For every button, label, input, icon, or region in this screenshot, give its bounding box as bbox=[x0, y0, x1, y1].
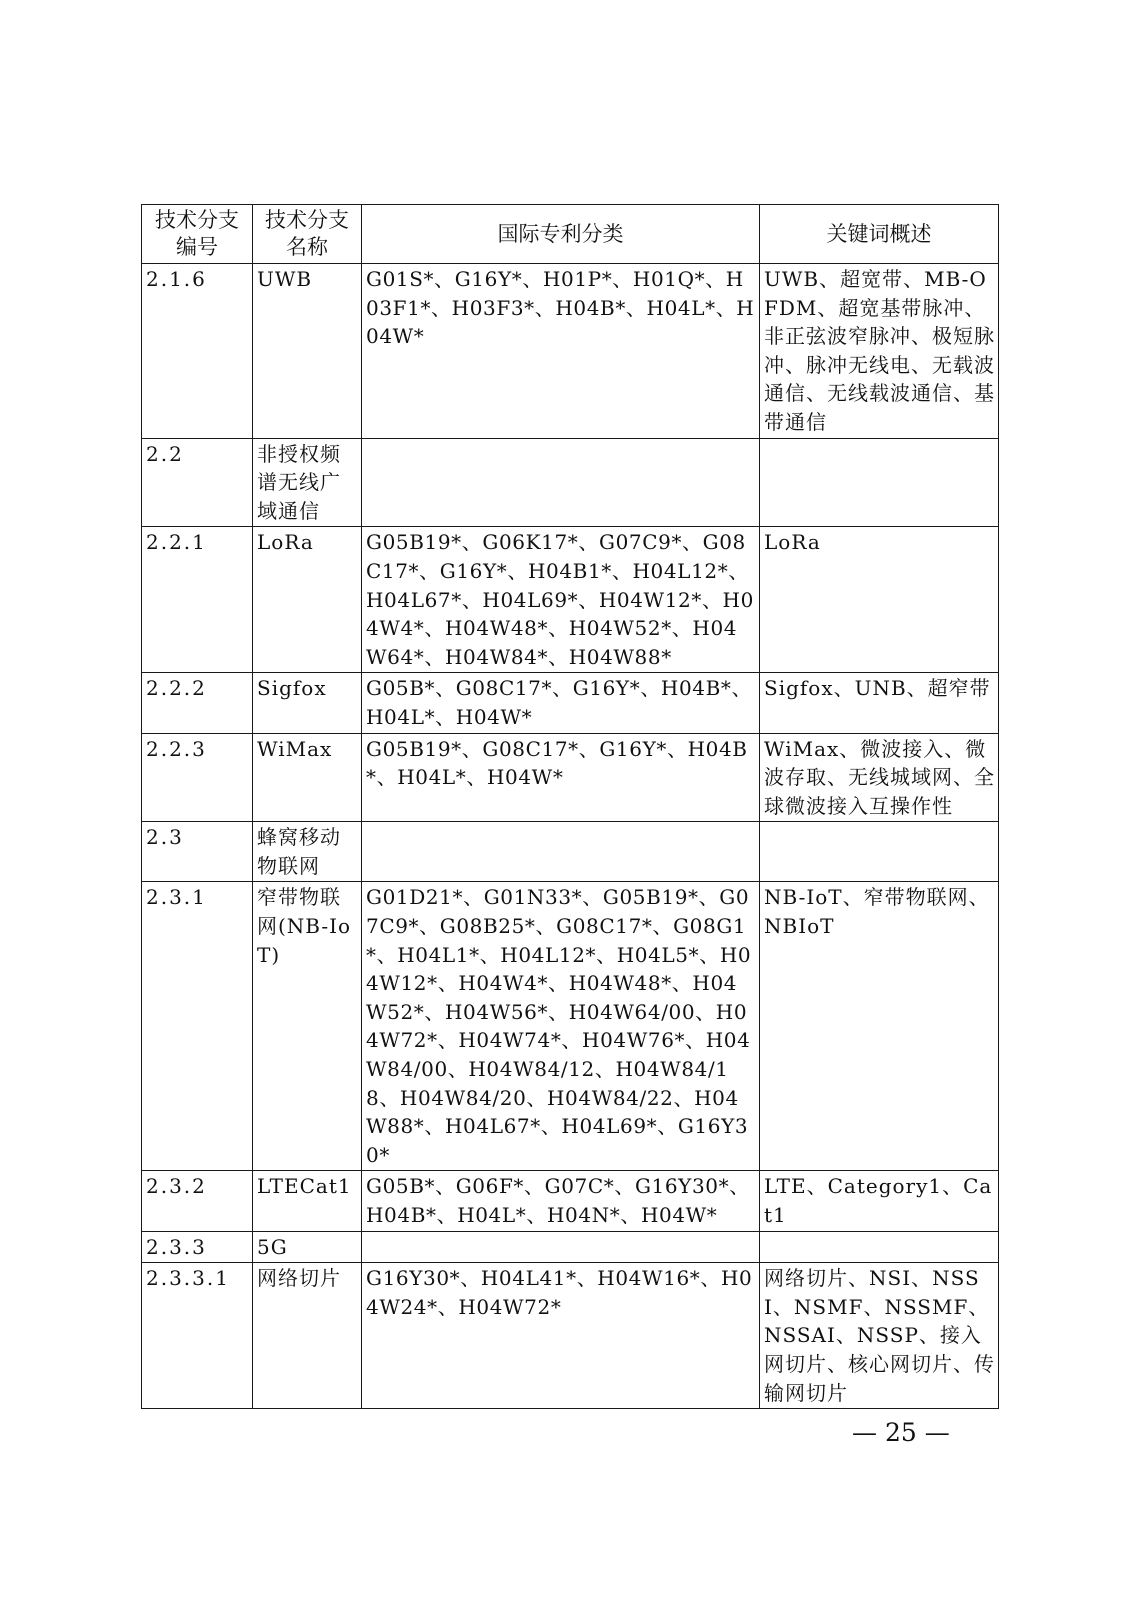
ipc-cell: G01D21*、G01N33*、G05B19*、G07C9*、G08B25*、G08C17*、G08G1*、H04L1*、H04L12*、H04L5*、H04W12*、H04W4*、H04W48*、H04W52*、H04W56*、H04W64/00、H04W72*、H04W74*、H04W76*、H04W84/00、H04W84/12、H04W84/18、H04W84/20、H04W84/22、H04W88*、H04L67*、H04L69*、G16Y30* bbox=[362, 882, 760, 1171]
branch-number-cell: 2.2.3 bbox=[142, 733, 253, 822]
table-row bbox=[142, 438, 999, 527]
ipc-cell: G05B*、G06F*、G07C*、G16Y30*、H04B*、H04L*、H04N*、H04W* bbox=[362, 1171, 760, 1231]
branch-number-cell: 2.2 bbox=[142, 438, 253, 527]
keywords-cell bbox=[760, 822, 999, 882]
branch-name-cell: WiMax bbox=[253, 733, 362, 822]
branch-number-cell: 2.2.2 bbox=[142, 673, 253, 733]
table-row bbox=[142, 527, 999, 673]
ipc-cell: G05B*、G08C17*、G16Y*、H04B*、H04L*、H04W* bbox=[362, 673, 760, 733]
branch-number-cell: 2.3.2 bbox=[142, 1171, 253, 1231]
branch-name-cell: UWB bbox=[253, 264, 362, 439]
ipc-cell: G05B19*、G06K17*、G07C9*、G08C17*、G16Y*、H04B1*、H04L12*、H04L67*、H04L69*、H04W12*、H04W4*、H04W48*、H04W52*、H04W64*、H04W84*、H04W88* bbox=[362, 527, 760, 673]
table-row bbox=[142, 264, 999, 439]
keywords-cell: WiMax、微波接入、微波存取、无线城域网、全球微波接入互操作性 bbox=[760, 733, 999, 822]
branch-name-cell: 网络切片 bbox=[253, 1263, 362, 1409]
keywords-cell bbox=[760, 438, 999, 527]
table-row bbox=[142, 822, 999, 882]
table-row bbox=[142, 733, 999, 822]
table-row bbox=[142, 882, 999, 1171]
branch-name-cell: 蜂窝移动物联网 bbox=[253, 822, 362, 882]
ipc-cell bbox=[362, 822, 760, 882]
table-row bbox=[142, 1171, 999, 1231]
ipc-cell: G16Y30*、H04L41*、H04W16*、H04W24*、H04W72* bbox=[362, 1263, 760, 1409]
branch-number-cell: 2.3.3 bbox=[142, 1231, 253, 1263]
table-header-row bbox=[142, 205, 999, 264]
branch-number-cell: 2.1.6 bbox=[142, 264, 253, 439]
keywords-cell bbox=[760, 1231, 999, 1263]
table-row bbox=[142, 673, 999, 733]
branch-number-cell: 2.3.3.1 bbox=[142, 1263, 253, 1409]
page-number: — 25 — bbox=[852, 1418, 950, 1447]
branch-name-cell: 窄带物联网(NB-IoT) bbox=[253, 882, 362, 1171]
keywords-cell: Sigfox、UNB、超窄带 bbox=[760, 673, 999, 733]
keywords-cell: 网络切片、NSI、NSSI、NSMF、NSSMF、NSSAI、NSSP、接入网切片、核心网切片、传输网切片 bbox=[760, 1263, 999, 1409]
header-keywords: 关键词概述 bbox=[760, 205, 999, 264]
ipc-cell: G01S*、G16Y*、H01P*、H01Q*、H03F1*、H03F3*、H04B*、H04L*、H04W* bbox=[362, 264, 760, 439]
keywords-cell: LTE、Category1、Cat1 bbox=[760, 1171, 999, 1231]
ipc-cell bbox=[362, 438, 760, 527]
patent-classification-table bbox=[141, 204, 999, 1409]
branch-number-cell: 2.3 bbox=[142, 822, 253, 882]
branch-name-cell: LoRa bbox=[253, 527, 362, 673]
header-ipc: 国际专利分类 bbox=[362, 205, 760, 264]
ipc-cell bbox=[362, 1231, 760, 1263]
keywords-cell: UWB、超宽带、MB-OFDM、超宽基带脉冲、非正弦波窄脉冲、极短脉冲、脉冲无线电、无载波通信、无线载波通信、基带通信 bbox=[760, 264, 999, 439]
table-row bbox=[142, 1231, 999, 1263]
keywords-cell: LoRa bbox=[760, 527, 999, 673]
document-sheet bbox=[141, 204, 998, 1409]
branch-name-cell: LTECat1 bbox=[253, 1171, 362, 1231]
header-branch-number: 技术分支编号 bbox=[142, 205, 253, 264]
ipc-cell: G05B19*、G08C17*、G16Y*、H04B*、H04L*、H04W* bbox=[362, 733, 760, 822]
branch-name-cell: 非授权频谱无线广域通信 bbox=[253, 438, 362, 527]
branch-name-cell: 5G bbox=[253, 1231, 362, 1263]
keywords-cell: NB-IoT、窄带物联网、NBIoT bbox=[760, 882, 999, 1171]
branch-number-cell: 2.2.1 bbox=[142, 527, 253, 673]
table-row bbox=[142, 1263, 999, 1409]
branch-number-cell: 2.3.1 bbox=[142, 882, 253, 1171]
header-branch-name: 技术分支名称 bbox=[253, 205, 362, 264]
branch-name-cell: Sigfox bbox=[253, 673, 362, 733]
